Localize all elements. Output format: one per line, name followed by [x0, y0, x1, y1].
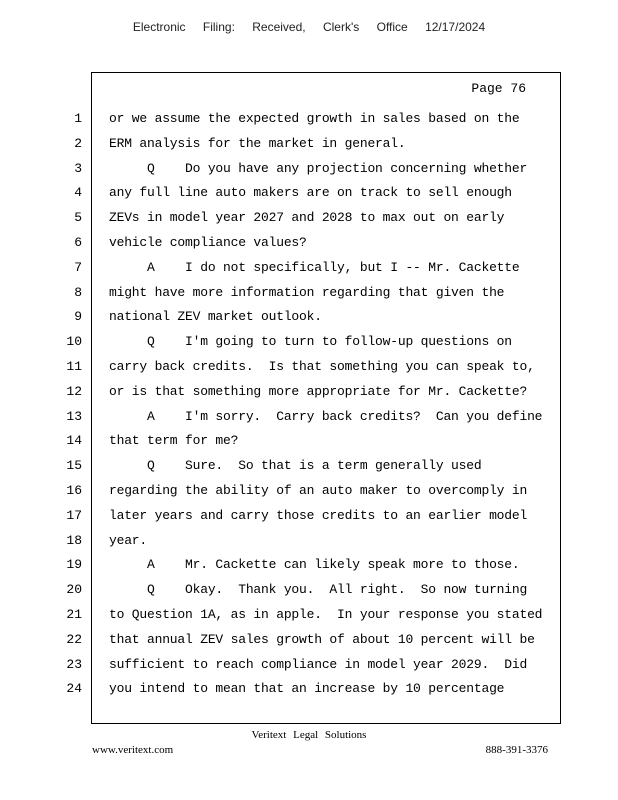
transcript-line: [0, 681, 618, 705]
transcript-line: [0, 433, 618, 457]
filing-word-clerks: Clerk's: [322, 20, 360, 34]
transcript-line: [0, 136, 618, 160]
line-text: Q I'm going to turn to follow-up questions on: [109, 334, 512, 350]
line-number: 23: [66, 656, 82, 672]
line-number: 18: [66, 532, 82, 548]
transcript-line: [0, 409, 618, 433]
line-text: year.: [109, 532, 148, 548]
line-text: Q Sure. So that is a term generally used: [109, 458, 482, 474]
line-text: carry back credits. Is that something you can speak to,: [109, 359, 535, 374]
transcript-line: [0, 657, 618, 681]
footer-brand: Veritext Legal Solutions: [251, 729, 367, 741]
line-number: 19: [66, 557, 82, 573]
line-text: national ZEV market outlook.: [109, 309, 322, 325]
transcript-line: [0, 508, 618, 532]
transcript-line: [0, 359, 618, 383]
line-number: 22: [66, 631, 82, 647]
transcript-line: [0, 384, 618, 408]
line-number: 20: [66, 582, 82, 598]
line-text: ERM analysis for the market in general.: [109, 135, 406, 151]
line-number: 24: [66, 681, 82, 697]
line-text: regarding the ability of an auto maker to overcomply in: [109, 483, 528, 498]
transcript-line: [0, 309, 618, 333]
line-text: A I'm sorry. Carry back credits? Can you define: [109, 408, 543, 424]
line-text: sufficient to reach compliance in model year 2029. Did: [109, 656, 528, 672]
transcript-line: [0, 533, 618, 557]
transcript-line: [0, 185, 618, 209]
filing-word-office: Office: [376, 20, 408, 34]
line-text: later years and carry those credits to an earlier model: [109, 507, 528, 523]
filing-date: 12/17/2024: [425, 20, 486, 34]
line-text: or is that something more appropriate for Mr. Cackette?: [109, 383, 528, 399]
transcript-line: [0, 458, 618, 482]
line-text: A Mr. Cackette can likely speak more to those.: [109, 557, 520, 573]
line-number: 9: [74, 309, 82, 325]
filing-stamp: [0, 20, 618, 34]
line-number: 3: [74, 160, 82, 176]
line-text: Q Do you have any projection concerning whether: [109, 160, 528, 176]
line-text: might have more information regarding that given the: [109, 284, 505, 300]
line-text: that annual ZEV sales growth of about 10 percent will be: [109, 631, 535, 647]
line-number: 1: [74, 111, 82, 126]
line-number: 4: [74, 185, 82, 201]
filing-word-received: Received,: [252, 20, 306, 34]
line-number: 16: [66, 483, 82, 498]
transcript-line: [0, 483, 618, 507]
line-number: 2: [74, 135, 82, 151]
line-number: 10: [66, 334, 82, 350]
line-number: 8: [74, 284, 82, 300]
transcript-line: [0, 161, 618, 185]
transcript-line: [0, 235, 618, 259]
line-text: A I do not specifically, but I -- Mr. Cackette: [109, 259, 520, 275]
line-text: that term for me?: [109, 433, 239, 449]
line-text: Q Okay. Thank you. All right. So now turning: [109, 582, 528, 598]
transcript-line: [0, 582, 618, 606]
page-number: Page 76: [471, 81, 526, 96]
transcript-line: [0, 111, 618, 135]
transcript-line: [0, 607, 618, 631]
transcript-line: [0, 260, 618, 284]
transcript-line: [0, 285, 618, 309]
line-text: to Question 1A, as in apple. In your response you stated: [109, 607, 543, 622]
line-text: or we assume the expected growth in sales based on the: [109, 111, 520, 126]
line-number: 5: [74, 210, 82, 226]
transcript-line: [0, 334, 618, 358]
line-text: vehicle compliance values?: [109, 235, 307, 250]
line-number: 14: [66, 433, 82, 449]
footer-website: www.veritext.com: [92, 744, 174, 756]
transcript-line: [0, 632, 618, 656]
transcript-line: [0, 210, 618, 234]
line-number: 15: [66, 458, 82, 474]
transcript-line: [0, 557, 618, 581]
line-number: 21: [66, 607, 82, 622]
filing-word-filing: Filing:: [202, 20, 235, 34]
line-text: you intend to mean that an increase by 10 percentage: [109, 681, 505, 697]
line-number: 7: [74, 259, 82, 275]
line-text: ZEVs in model year 2027 and 2028 to max out on early: [109, 210, 505, 226]
line-text: any full line auto makers are on track to sell enough: [109, 185, 512, 201]
line-number: 17: [66, 507, 82, 523]
footer-phone: 888-391-3376: [485, 744, 548, 756]
line-number: 11: [66, 359, 82, 374]
line-number: 13: [66, 408, 82, 424]
filing-word-electronic: Electronic: [132, 20, 186, 34]
line-number: 12: [66, 383, 82, 399]
line-number: 6: [74, 235, 82, 250]
